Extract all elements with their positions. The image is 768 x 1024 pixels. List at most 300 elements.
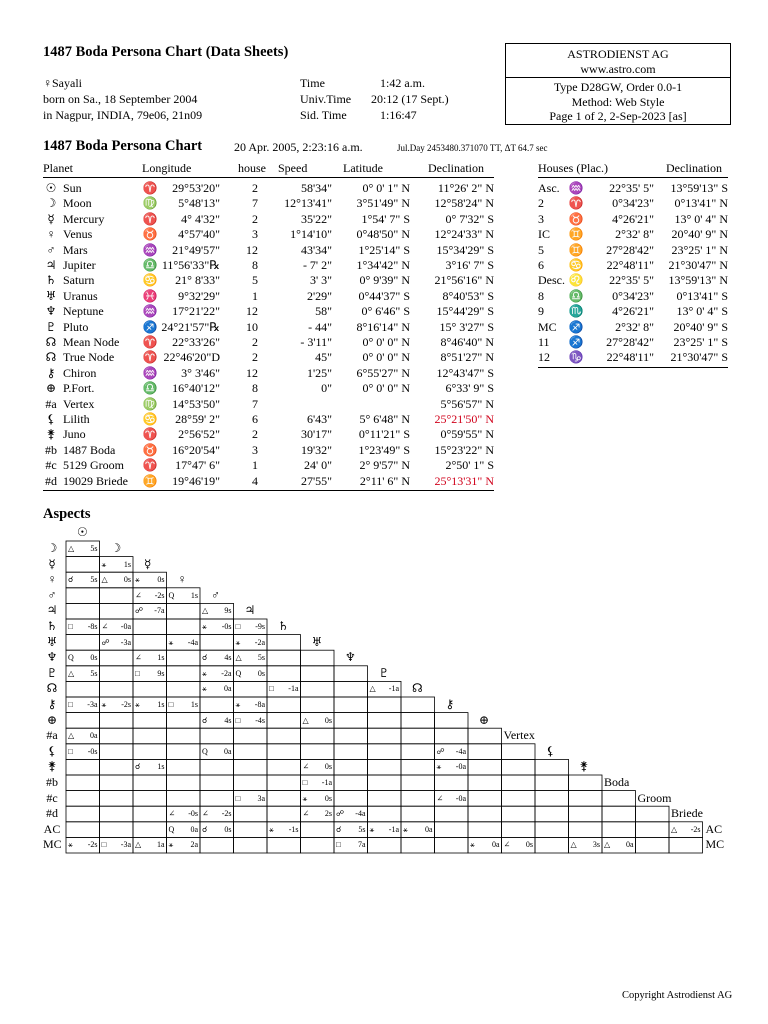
aspect-orb: -1a bbox=[388, 684, 399, 694]
house-name: MC bbox=[538, 319, 557, 334]
aspect-symbol-icon: ∠ bbox=[302, 809, 310, 819]
aspect-cell-border bbox=[435, 822, 469, 838]
house-declination: 0°13'41" N bbox=[674, 196, 728, 211]
planet-house: 12 bbox=[246, 242, 258, 257]
house-declination: 13° 0' 4" S bbox=[676, 304, 728, 319]
zodiac-sign-icon: ♉ bbox=[142, 227, 158, 242]
aspect-cell-border bbox=[401, 791, 435, 807]
aspect-cell bbox=[301, 759, 335, 775]
aspect-orb: -4s bbox=[255, 715, 265, 725]
aspect-cell-border bbox=[334, 728, 368, 744]
planet-longitude: 17°47' 6" bbox=[175, 458, 220, 473]
aspect-cell-border bbox=[234, 775, 268, 791]
aspect-cell bbox=[66, 697, 100, 713]
aspect-cell bbox=[200, 666, 234, 682]
aspect-orb: 1s bbox=[123, 559, 131, 569]
aspect-cell bbox=[234, 666, 268, 682]
planet-house: 7 bbox=[252, 396, 258, 411]
house-declination: 21°30'47" S bbox=[670, 350, 728, 365]
aspect-cell-border bbox=[535, 791, 569, 807]
aspect-orb: 5s bbox=[90, 544, 98, 553]
col-speed-header: Speed bbox=[278, 161, 308, 175]
planet-name: Mars bbox=[63, 242, 88, 257]
aspect-symbol-icon: ⚹ bbox=[202, 684, 207, 694]
planet-house: 12 bbox=[246, 365, 258, 380]
aspect-cell-border bbox=[267, 697, 301, 713]
aspect-symbol-icon: ☌ bbox=[202, 653, 208, 663]
zodiac-sign-icon: ♎ bbox=[142, 381, 158, 396]
aspect-symbol-icon: △ bbox=[369, 684, 376, 694]
planet-name: Moon bbox=[63, 196, 92, 211]
aspect-cell-border bbox=[334, 666, 368, 682]
aspect-cell-border bbox=[200, 759, 234, 775]
part-of-fortune-icon: ⊕ bbox=[45, 381, 57, 396]
aspect-cell-border bbox=[133, 681, 167, 697]
aspect-row-label: ♆ bbox=[46, 650, 58, 665]
house-declination: 13° 0' 4" N bbox=[674, 211, 728, 226]
planet-declination: 15° 3'27" S bbox=[439, 319, 494, 334]
aspect-orb: -2s bbox=[121, 700, 131, 709]
aspect-cell bbox=[368, 681, 402, 697]
aspect-cell bbox=[167, 697, 201, 713]
aspect-symbol-icon: △ bbox=[68, 731, 75, 741]
planet-declination: 12°24'33" N bbox=[434, 227, 494, 242]
aspect-cell-border bbox=[133, 806, 167, 822]
aspect-orb: 1s bbox=[157, 700, 165, 709]
aspect-cell-border bbox=[401, 697, 435, 713]
aspect-cell-border bbox=[401, 728, 435, 744]
aspect-symbol-icon: ☌ bbox=[202, 715, 208, 725]
col-longitude-header: Longitude bbox=[142, 161, 192, 175]
aspect-symbol-icon: ∠ bbox=[168, 809, 176, 819]
aspect-cell bbox=[167, 806, 201, 822]
planet-declination: 0°59'55" N bbox=[440, 427, 494, 442]
aspect-row-label: ☽ bbox=[46, 541, 58, 555]
aspect-orb: 0s bbox=[123, 575, 131, 585]
house-declination: 21°30'47" N bbox=[668, 258, 728, 272]
aspect-symbol-icon: Q bbox=[68, 653, 74, 663]
aspect-cell-border bbox=[502, 744, 536, 760]
planet-name: Neptune bbox=[63, 304, 104, 319]
aspect-symbol-icon: ☍ bbox=[336, 809, 345, 819]
page-info: Page 1 of 2, 2-Sep-2023 [as] bbox=[549, 109, 687, 123]
aspect-cell bbox=[234, 713, 268, 729]
planet-declination: 5°56'57" N bbox=[440, 396, 494, 411]
aspect-orb: -8a bbox=[254, 700, 265, 709]
aspect-orb: 4s bbox=[224, 715, 232, 725]
aspect-cell bbox=[200, 822, 234, 838]
aspect-row-label: ♅ bbox=[46, 634, 58, 649]
chart-title: 1487 Boda Persona Chart bbox=[43, 138, 203, 154]
zodiac-sign-icon: ♍ bbox=[142, 396, 158, 411]
aspect-cell-border bbox=[334, 681, 368, 697]
aspect-orb: -3a bbox=[120, 840, 131, 850]
aspect-cell-border bbox=[569, 806, 603, 822]
aspect-orb: 0s bbox=[157, 575, 165, 585]
house-declination: 20°40' 9" N bbox=[671, 227, 728, 242]
aspect-cell bbox=[200, 744, 234, 760]
zodiac-sign-icon: ♎ bbox=[142, 258, 158, 272]
planet-name: Jupiter bbox=[63, 258, 96, 272]
planet-speed: 0" bbox=[321, 381, 332, 396]
aspect-cell-border bbox=[535, 775, 569, 791]
mean-node-icon: ☊ bbox=[45, 335, 57, 349]
aspect-orb: 2s bbox=[324, 809, 332, 819]
aspect-cell bbox=[301, 791, 335, 807]
aspect-cell bbox=[200, 650, 234, 666]
planet-speed: 24' 0" bbox=[303, 458, 332, 473]
house-name: 6 bbox=[538, 258, 544, 272]
house-longitude: 22°35' 5" bbox=[609, 273, 654, 288]
aspect-cell-border bbox=[100, 728, 134, 744]
planet-declination: 6°33' 9" S bbox=[445, 381, 494, 396]
aspect-column-label: ☊ bbox=[412, 681, 423, 696]
aspect-cell-border bbox=[100, 806, 134, 822]
zodiac-sign-icon: ♓ bbox=[142, 288, 158, 303]
planet-longitude: 22°46'20"D bbox=[163, 350, 220, 365]
aspects-title: Aspects bbox=[43, 506, 91, 522]
planet-longitude: 5°48'13" bbox=[178, 196, 220, 211]
aspect-cell bbox=[669, 822, 703, 838]
aspect-cell bbox=[435, 791, 469, 807]
aspect-cell-border bbox=[200, 837, 234, 853]
aspect-cell bbox=[100, 619, 134, 635]
true-node-icon: ☊ bbox=[45, 350, 57, 365]
planet-declination: 15°23'22" N bbox=[434, 442, 494, 457]
aspect-symbol-icon: ⚹ bbox=[68, 840, 73, 850]
aspect-cell-border bbox=[200, 791, 234, 807]
aspect-cell-border bbox=[167, 759, 201, 775]
aspect-cell bbox=[100, 697, 134, 713]
planet-longitude: 3° 3'46" bbox=[181, 365, 220, 380]
aspect-symbol-icon: △ bbox=[302, 715, 309, 725]
planet-longitude: 21°49'57" bbox=[172, 242, 220, 257]
zodiac-sign-icon: ♐ bbox=[142, 319, 158, 334]
mercury-icon: ☿ bbox=[47, 211, 55, 226]
aspect-cell bbox=[66, 837, 100, 853]
aspect-symbol-icon: ⚹ bbox=[101, 559, 107, 569]
house-longitude: 27°28'42" bbox=[606, 335, 654, 349]
planet-speed: 19'32" bbox=[300, 442, 332, 457]
aspect-symbol-icon: ☍ bbox=[101, 637, 110, 647]
aspect-cell bbox=[569, 837, 603, 853]
aspect-cell bbox=[234, 791, 268, 807]
aspect-cell bbox=[167, 822, 201, 838]
aspect-orb: 5s bbox=[358, 824, 366, 834]
aspect-cell-border bbox=[267, 666, 301, 682]
aspect-column-label: ☽ bbox=[110, 541, 122, 555]
planet-speed: - 3'11" bbox=[300, 335, 332, 349]
aspect-symbol-icon: △ bbox=[135, 840, 142, 850]
aspect-symbol-icon: ∠ bbox=[436, 793, 444, 803]
aspect-cell-border bbox=[334, 744, 368, 760]
document-title: 1487 Boda Persona Chart (Data Sheets) bbox=[43, 44, 289, 60]
aspect-cell bbox=[301, 806, 335, 822]
aspect-cell-border bbox=[301, 666, 335, 682]
aspect-symbol-icon: ⚹ bbox=[202, 622, 207, 631]
planet-house: 2 bbox=[252, 350, 258, 365]
aspect-cell-border bbox=[133, 775, 167, 791]
aspect-cell bbox=[167, 837, 201, 853]
aspect-cell-border bbox=[368, 759, 402, 775]
aspect-column-label: ♀ bbox=[177, 572, 187, 587]
aspect-cell-border bbox=[502, 806, 536, 822]
aspect-cell-border bbox=[133, 728, 167, 744]
aspect-symbol-icon: ⚹ bbox=[168, 637, 174, 647]
aspect-cell-border bbox=[535, 806, 569, 822]
planet-declination: 25°21'50" N bbox=[434, 412, 494, 426]
aspect-orb: 1s bbox=[190, 700, 198, 709]
aspect-orb: 7a bbox=[357, 840, 366, 850]
house-longitude: 22°48'11" bbox=[606, 350, 654, 365]
aspect-orb: -3a bbox=[87, 700, 98, 709]
aspect-orb: -2s bbox=[87, 840, 98, 850]
aspect-cell-border bbox=[569, 775, 603, 791]
planet-name: Saturn bbox=[63, 273, 95, 288]
planet-longitude: 16°40'12" bbox=[172, 381, 220, 396]
aspect-cell-border bbox=[100, 791, 134, 807]
planet-name: Pluto bbox=[63, 319, 89, 334]
aspect-cell-border bbox=[167, 713, 201, 729]
vertex-icon: #a bbox=[45, 396, 57, 411]
aspect-column-label: ♇ bbox=[378, 665, 390, 680]
aspect-cell-border bbox=[167, 650, 201, 666]
aspect-column-label: ♃ bbox=[244, 603, 256, 618]
aspect-column-label: ♅ bbox=[311, 634, 323, 649]
aspect-cell bbox=[100, 837, 134, 853]
aspect-row-label: MC bbox=[43, 837, 62, 852]
aspect-cell-border bbox=[535, 759, 569, 775]
house-longitude: 2°32' 8" bbox=[615, 319, 654, 334]
aspect-symbol-icon: ∠ bbox=[503, 840, 511, 850]
aspect-cell-border bbox=[569, 791, 603, 807]
aspect-column-label: Groom bbox=[637, 790, 672, 805]
aspect-symbol-icon: □ bbox=[269, 684, 274, 694]
aspect-cell-border bbox=[334, 713, 368, 729]
col-house-header: house bbox=[238, 161, 266, 175]
aspect-cell bbox=[133, 572, 167, 588]
planet-speed: 1°14'10" bbox=[290, 227, 332, 242]
planet-name: 19029 Briede bbox=[63, 473, 128, 488]
aspect-cell-border bbox=[535, 822, 569, 838]
aspect-column-label: Vertex bbox=[503, 728, 535, 743]
planet-house: 4 bbox=[252, 473, 258, 488]
aspect-orb: 1s bbox=[157, 653, 165, 663]
aspect-cell-border bbox=[301, 697, 335, 713]
aspect-cell-border bbox=[66, 759, 100, 775]
planet-speed: 30'17" bbox=[300, 427, 332, 442]
zodiac-sign-icon: ♈ bbox=[142, 350, 158, 365]
aspect-orb: 5s bbox=[90, 575, 98, 585]
aspect-row-label: ⊕ bbox=[46, 712, 58, 727]
aspect-cell-border bbox=[301, 728, 335, 744]
planet-house: 6 bbox=[252, 412, 258, 426]
aspect-cell bbox=[100, 557, 134, 573]
aspect-row-end-label: MC bbox=[705, 837, 725, 852]
aspect-cell-border bbox=[435, 713, 469, 729]
planet-house: 2 bbox=[252, 211, 258, 226]
aspect-cell bbox=[200, 806, 234, 822]
planet-house: 12 bbox=[246, 304, 258, 319]
aspect-cell-border bbox=[167, 681, 201, 697]
aspect-orb: 9s bbox=[157, 668, 165, 678]
aspect-cell bbox=[368, 822, 402, 838]
aspect-orb: 1s bbox=[190, 590, 198, 600]
aspect-cell-border bbox=[468, 744, 502, 760]
aspect-column-label: Briede bbox=[671, 806, 703, 821]
house-longitude: 27°28'42" bbox=[606, 242, 654, 257]
planet-declination: 12°58'24" N bbox=[434, 196, 494, 211]
house-declination: 20°40' 9" S bbox=[673, 319, 728, 334]
house-longitude: 22°48'11" bbox=[606, 258, 654, 272]
zodiac-sign-icon: ♒ bbox=[568, 181, 584, 195]
zodiac-sign-icon: ♈ bbox=[142, 335, 158, 349]
aspect-symbol-icon: □ bbox=[68, 746, 73, 756]
aspect-symbol-icon: ☍ bbox=[135, 606, 144, 616]
aspect-cell-border bbox=[200, 775, 234, 791]
aspect-cell-border bbox=[267, 713, 301, 729]
aspect-cell-border bbox=[234, 837, 268, 853]
aspect-orb: -2s bbox=[154, 590, 165, 600]
planet-latitude: 0°44'37" S bbox=[358, 288, 410, 303]
aspect-row-label: ♇ bbox=[46, 665, 58, 680]
aspect-cell-border bbox=[234, 681, 268, 697]
zodiac-sign-icon: ♎ bbox=[568, 288, 584, 303]
aspect-symbol-icon: Q bbox=[202, 746, 208, 756]
aspect-column-label: ♂ bbox=[211, 587, 220, 602]
aspect-cell-border bbox=[334, 775, 368, 791]
aspect-cell-border bbox=[66, 806, 100, 822]
aspect-symbol-icon: △ bbox=[68, 544, 75, 553]
lilith-icon: ⚸ bbox=[46, 412, 56, 426]
aspect-cell-border bbox=[401, 759, 435, 775]
zodiac-sign-icon: ♌ bbox=[568, 273, 584, 288]
aspect-cell-border bbox=[200, 728, 234, 744]
zodiac-sign-icon: ♊ bbox=[142, 473, 158, 488]
aspect-cell-border bbox=[234, 822, 268, 838]
aspect-cell-border bbox=[234, 728, 268, 744]
planet-name: Mean Node bbox=[63, 335, 120, 349]
aspect-cell-border bbox=[334, 759, 368, 775]
aspect-cell-border bbox=[100, 822, 134, 838]
house-name: IC bbox=[538, 227, 550, 242]
aspect-cell bbox=[234, 619, 268, 635]
zodiac-sign-icon: ♉ bbox=[142, 442, 158, 457]
aspect-symbol-icon: □ bbox=[336, 840, 341, 850]
planet-declination: 0° 7'32" S bbox=[445, 211, 494, 226]
planet-longitude: 16°20'54" bbox=[172, 442, 220, 457]
zodiac-sign-icon: ♏ bbox=[568, 304, 584, 319]
aspect-orb: -9s bbox=[255, 622, 265, 631]
house-name: 3 bbox=[538, 211, 544, 226]
aspect-cell bbox=[133, 588, 167, 604]
aspect-orb: 1a bbox=[156, 840, 165, 850]
planet-speed: 35'22" bbox=[300, 211, 332, 226]
aspect-cell-border bbox=[133, 744, 167, 760]
aspect-orb: 9s bbox=[224, 606, 232, 616]
aspect-orb: -4a bbox=[187, 637, 198, 647]
zodiac-sign-icon: ♐ bbox=[568, 335, 584, 349]
company-name: ASTRODIENST AG bbox=[567, 47, 669, 61]
aspect-orb: 1s bbox=[157, 762, 165, 772]
aspect-orb: -0s bbox=[188, 809, 198, 819]
planet-latitude: 1°25'14" S bbox=[358, 242, 410, 257]
zodiac-sign-icon: ♊ bbox=[568, 227, 584, 242]
planet-latitude: 1°34'42" N bbox=[356, 258, 410, 272]
aspect-row-label: ☊ bbox=[46, 681, 58, 696]
aspect-orb: -1a bbox=[288, 684, 299, 694]
aspect-cell-border bbox=[167, 744, 201, 760]
aspect-cell bbox=[468, 837, 502, 853]
aspect-symbol-icon: ⚹ bbox=[302, 793, 308, 803]
aspect-symbol-icon: ⚹ bbox=[369, 824, 375, 834]
planet-speed: - 7' 2" bbox=[302, 258, 332, 272]
aspect-row-label: #a bbox=[46, 728, 58, 743]
house-name: 12 bbox=[538, 350, 550, 365]
aspect-cell-border bbox=[133, 713, 167, 729]
aspect-orb: -0s bbox=[87, 746, 98, 756]
planet-declination: 3°16' 7" S bbox=[445, 258, 494, 272]
aspect-cell bbox=[234, 635, 268, 651]
aspect-cell bbox=[234, 650, 268, 666]
aspect-symbol-icon: □ bbox=[235, 793, 241, 803]
planet-name: 5129 Groom bbox=[63, 458, 124, 473]
aspect-cell-border bbox=[66, 681, 100, 697]
planet-name: P.Fort. bbox=[63, 381, 95, 396]
planet-longitude: 4° 4'32" bbox=[181, 211, 220, 226]
aspect-cell bbox=[435, 744, 469, 760]
aspect-column-label: ⚸ bbox=[546, 743, 555, 758]
planet-speed: 58'34" bbox=[300, 181, 332, 195]
zodiac-sign-icon: ♉ bbox=[568, 211, 584, 226]
planet-longitude: 19°46'19" bbox=[172, 473, 220, 488]
boda-icon: #b bbox=[45, 442, 57, 457]
aspect-cell-border bbox=[100, 603, 134, 619]
aspect-symbol-icon: ⚹ bbox=[202, 668, 207, 678]
aspect-column-label: ♄ bbox=[278, 619, 289, 633]
aspect-orb: 5s bbox=[90, 668, 98, 678]
aspect-cell-border bbox=[401, 775, 435, 791]
aspect-orb: 0s bbox=[324, 715, 332, 725]
aspect-cell-border bbox=[435, 728, 469, 744]
aspect-symbol-icon: □ bbox=[235, 715, 241, 725]
aspect-cell-border bbox=[502, 791, 536, 807]
planet-latitude: 0° 0' 0" N bbox=[362, 350, 410, 365]
aspect-cell-border bbox=[267, 837, 301, 853]
aspect-orb: -7a bbox=[154, 606, 165, 616]
planet-house: 1 bbox=[252, 288, 258, 303]
zodiac-sign-icon: ♑ bbox=[568, 350, 584, 365]
aspect-symbol-icon: ⚹ bbox=[436, 762, 442, 772]
aspect-cell-border bbox=[602, 806, 636, 822]
sun-icon: ☉ bbox=[45, 181, 57, 195]
aspect-cell-border bbox=[502, 775, 536, 791]
univ-time-value: 20:12 (17 Sept.) bbox=[371, 92, 449, 106]
aspect-cell-border bbox=[167, 775, 201, 791]
aspect-cell-border bbox=[368, 744, 402, 760]
planet-house: 8 bbox=[252, 381, 258, 396]
aspect-cell bbox=[100, 635, 134, 651]
aspect-cell bbox=[133, 666, 167, 682]
aspect-cell-border bbox=[535, 837, 569, 853]
aspect-symbol-icon: ⚹ bbox=[135, 700, 140, 709]
planet-name: Lilith bbox=[63, 412, 90, 426]
aspect-symbol-icon: ∠ bbox=[202, 809, 209, 819]
aspect-cell-border bbox=[368, 697, 402, 713]
aspect-cell bbox=[133, 650, 167, 666]
aspect-cell-border bbox=[100, 681, 134, 697]
planet-longitude: 28°59' 2" bbox=[175, 412, 220, 426]
